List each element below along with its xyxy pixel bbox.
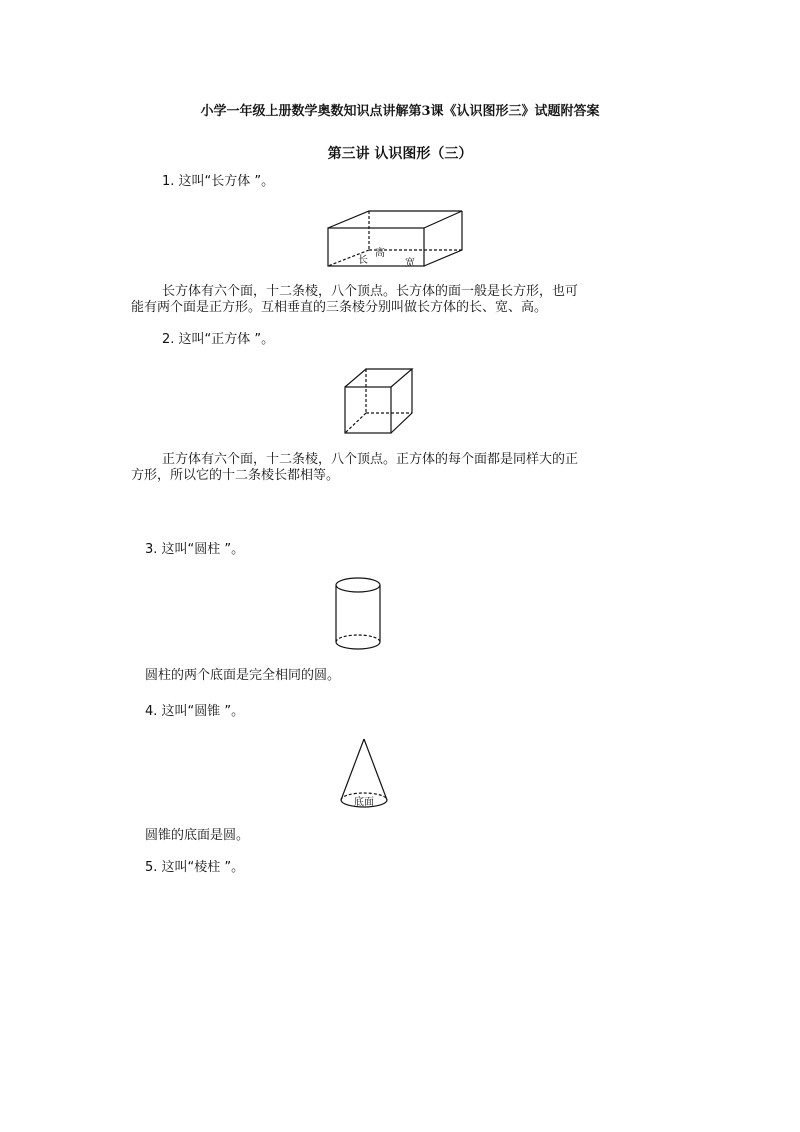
section-3-heading: 3. 这叫“圆柱 ”。 <box>145 542 245 557</box>
cylinder-figure <box>333 576 385 652</box>
section-1-text-line-2: 能有两个面是正方形。互相垂直的三条棱分别叫做长方体的长、宽、高。 <box>131 300 548 315</box>
section-4-heading: 4. 这叫“圆锥 ”。 <box>145 704 245 719</box>
section-5-heading: 5. 这叫“棱柱 ”。 <box>145 860 245 875</box>
section-3-text-line-1: 圆柱的两个底面是完全相同的圆。 <box>145 668 341 683</box>
cone-figure <box>335 737 395 811</box>
cuboid-width-label: 宽 <box>405 258 415 269</box>
section-1-text-line-1: 长方体有六个面，十二条棱，八个顶点。长方体的面一般是长方形，也可 <box>162 284 579 299</box>
section-4-text-line-1: 圆锥的底面是圆。 <box>145 828 250 843</box>
lesson-title: 第三讲 认识图形（三） <box>327 146 473 162</box>
document-title: 小学一年级上册数学奥数知识点讲解第3课《认识图形三》试题附答案 <box>200 104 600 119</box>
cube-figure <box>342 366 414 436</box>
section-2-heading: 2. 这叫“正方体 ”。 <box>162 332 275 347</box>
section-2-text-line-1: 正方体有六个面，十二条棱，八个顶点。正方体的每个面都是同样大的正 <box>162 452 579 467</box>
section-2-text-line-2: 方形，所以它的十二条棱长都相等。 <box>131 468 340 483</box>
section-1-heading: 1. 这叫“长方体 ”。 <box>162 174 275 189</box>
cuboid-height-label: 高 <box>375 248 385 259</box>
cuboid-length-label: 长 <box>358 255 368 266</box>
cuboid-figure <box>325 208 465 270</box>
cone-base-label: 底面 <box>354 797 374 808</box>
